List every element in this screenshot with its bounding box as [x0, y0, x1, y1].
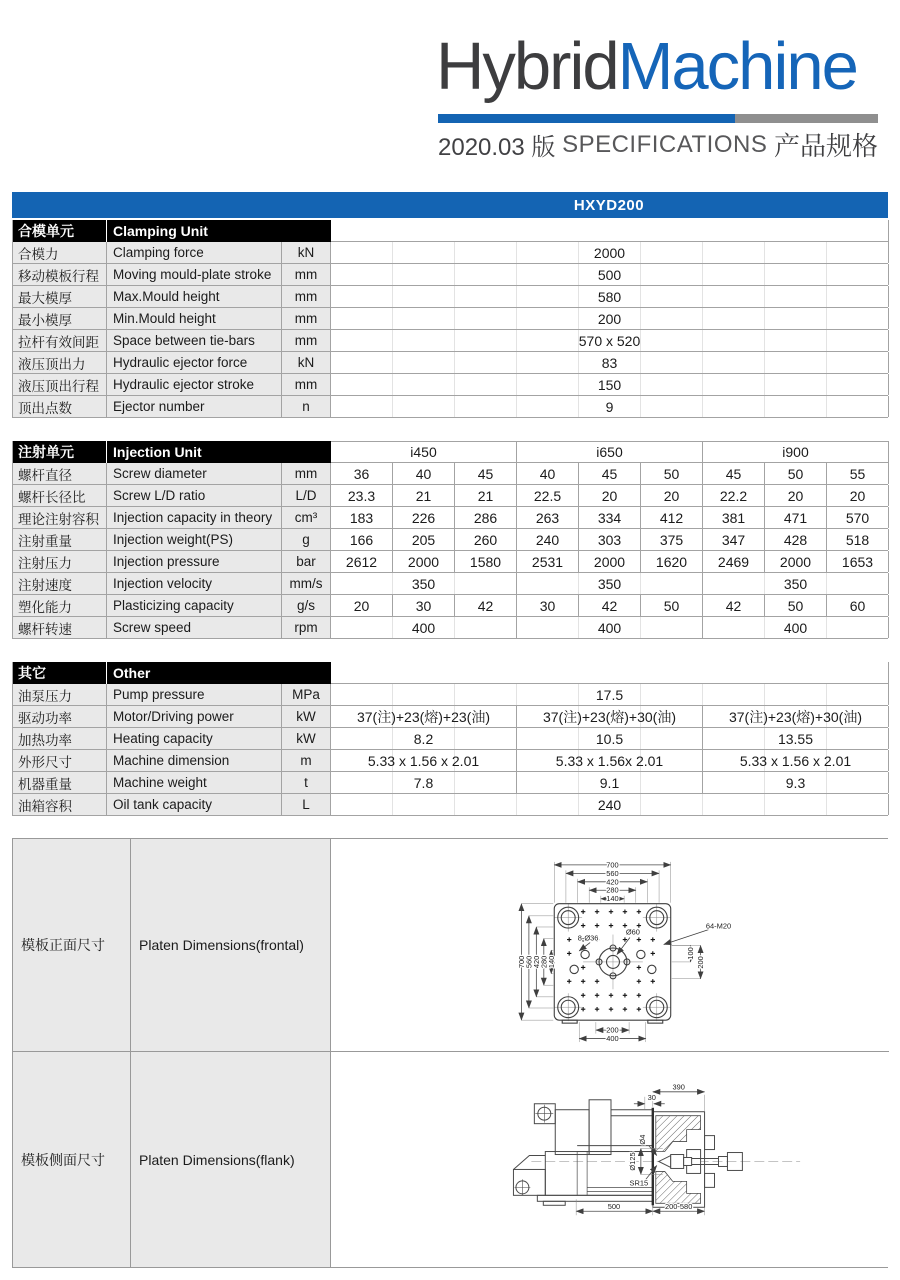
dim-label: 280: [606, 885, 619, 895]
dim-label: 700: [516, 955, 526, 968]
spec-value: 400: [703, 617, 889, 638]
spec-table: [12, 220, 888, 418]
spec-row: [13, 330, 888, 352]
dim-label: 500: [607, 1201, 621, 1211]
row-label-cn: 油泵压力: [13, 684, 107, 705]
spec-value: 9: [331, 396, 889, 417]
dim-label: Ø4: [637, 1134, 647, 1145]
spec-value: 55: [827, 463, 889, 484]
spec-value: 2000: [765, 551, 827, 572]
spec-value: 381: [703, 507, 765, 528]
row-unit: kN: [282, 352, 331, 373]
row-label-cn: 注射压力: [13, 551, 107, 572]
spec-value: 580: [331, 286, 889, 307]
row-unit: kW: [282, 706, 331, 727]
spec-value: 500: [331, 264, 889, 285]
row-unit: g: [282, 529, 331, 550]
spec-value: 45: [455, 463, 517, 484]
spec-value: 83: [331, 352, 889, 373]
row-unit: rpm: [282, 617, 331, 638]
row-label-cn: 移动模板行程: [13, 264, 107, 285]
spec-value: 166: [331, 529, 393, 550]
row-label-en: Oil tank capacity: [107, 794, 282, 815]
spec-value: 347: [703, 529, 765, 550]
row-unit: cm³: [282, 507, 331, 528]
spec-table: [12, 662, 888, 816]
dim-label: 280: [539, 955, 549, 968]
row-label-en: Motor/Driving power: [107, 706, 282, 727]
spec-value: 570: [827, 507, 889, 528]
spec-row: [13, 308, 888, 330]
spec-value: 150: [331, 374, 889, 395]
spec-value: 17.5: [331, 684, 889, 705]
dim-label: 140: [546, 955, 556, 968]
platen-flank-diagram-cell: [331, 1052, 889, 1267]
spec-value: 20: [827, 485, 889, 506]
spec-value: 42: [703, 595, 765, 616]
row-label-cn: 塑化能力: [13, 595, 107, 616]
spec-value: 50: [765, 595, 827, 616]
section-title-cn: 其它: [13, 662, 107, 684]
row-label-en: Machine dimension: [107, 750, 282, 771]
spec-row: [13, 794, 888, 816]
row-label-cn: 液压顶出力: [13, 352, 107, 373]
spec-value: 183: [331, 507, 393, 528]
row-unit: g/s: [282, 595, 331, 616]
row-label-en: Ejector number: [107, 396, 282, 417]
spec-row: [13, 264, 888, 286]
spec-value: 205: [393, 529, 455, 550]
dim-label: Ø125: [627, 1152, 637, 1171]
row-label-cn: 机器重量: [13, 772, 107, 793]
row-label-cn: 加热功率: [13, 728, 107, 749]
injection-series-header: i650: [517, 441, 703, 463]
spec-value: 37(注)+23(熔)+30(油): [517, 706, 703, 727]
row-label-cn: 驱动功率: [13, 706, 107, 727]
spec-value: 1653: [827, 551, 889, 572]
platen-flank-label-cn: 模板侧面尺寸: [13, 1052, 131, 1267]
spec-value: 42: [455, 595, 517, 616]
spec-value: 518: [827, 529, 889, 550]
spec-value: 350: [703, 573, 889, 594]
spec-value: 350: [331, 573, 517, 594]
row-unit: MPa: [282, 684, 331, 705]
row-label-en: Heating capacity: [107, 728, 282, 749]
spec-value: 260: [455, 529, 517, 550]
spec-row: [13, 573, 888, 595]
hole-note-label: 8-Ø36: [577, 933, 599, 943]
dim-label: 700: [606, 859, 619, 869]
spec-value: 400: [517, 617, 703, 638]
logo-text-secondary: Machine: [617, 29, 857, 104]
row-label-cn: 最大模厚: [13, 286, 107, 307]
row-label-cn: 拉杆有效间距: [13, 330, 107, 351]
row-label-cn: 外形尺寸: [13, 750, 107, 771]
spec-row: [13, 595, 888, 617]
spec-value: 20: [641, 485, 703, 506]
spec-value: 5.33 x 1.56 x 2.01: [331, 750, 517, 771]
spec-value: 13.55: [703, 728, 889, 749]
row-unit: mm: [282, 374, 331, 395]
row-label-en: Injection capacity in theory: [107, 507, 282, 528]
row-label-en: Injection velocity: [107, 573, 282, 594]
spec-row: [13, 374, 888, 396]
row-label-en: Moving mould-plate stroke: [107, 264, 282, 285]
spec-value: 200: [331, 308, 889, 329]
row-label-en: Screw diameter: [107, 463, 282, 484]
spec-value: 2000: [331, 242, 889, 263]
row-unit: mm: [282, 330, 331, 351]
row-label-en: Min.Mould height: [107, 308, 282, 329]
spec-row: [13, 396, 888, 418]
section-title-cn: 合模单元: [13, 220, 107, 242]
flank-platen-diagram: [331, 1052, 889, 1267]
spec-value: 2000: [579, 551, 641, 572]
spec-value: 37(注)+23(熔)+30(油): [703, 706, 889, 727]
row-label-cn: 注射速度: [13, 573, 107, 594]
dim-label: 420: [531, 955, 541, 968]
spec-value: 36: [331, 463, 393, 484]
spec-value: 5.33 x 1.56x 2.01: [517, 750, 703, 771]
row-unit: m: [282, 750, 331, 771]
dim-label: 560: [524, 955, 534, 968]
spec-row: [13, 684, 888, 706]
platen-flank-label-en: Platen Dimensions(flank): [131, 1052, 331, 1267]
section-spacer: [331, 662, 889, 684]
section-header-row: [13, 441, 888, 463]
specification-tables: [12, 192, 888, 816]
spec-value: 350: [517, 573, 703, 594]
machine-side-profile: [513, 1100, 800, 1208]
spec-value: 30: [393, 595, 455, 616]
row-label-cn: 合模力: [13, 242, 107, 263]
row-label-en: Hydraulic ejector stroke: [107, 374, 282, 395]
spec-value: 9.3: [703, 772, 889, 793]
spec-value: 60: [827, 595, 889, 616]
platen-frontal-label-cn: 模板正面尺寸: [13, 839, 131, 1052]
dim-label: 30: [647, 1092, 656, 1102]
dim-label: 200-580: [665, 1201, 693, 1211]
spec-row: [13, 617, 888, 639]
bolt-hole-grid: [567, 909, 655, 1011]
spec-value: 7.8: [331, 772, 517, 793]
hole-note-label: 64-M20: [705, 921, 732, 931]
spec-value: 2612: [331, 551, 393, 572]
spec-value: 45: [703, 463, 765, 484]
row-unit: L: [282, 794, 331, 815]
spec-value: 23.3: [331, 485, 393, 506]
spec-value: 9.1: [517, 772, 703, 793]
spec-value: 40: [517, 463, 579, 484]
row-label-cn: 理论注射容积: [13, 507, 107, 528]
row-unit: mm/s: [282, 573, 331, 594]
row-label-cn: 液压顶出行程: [13, 374, 107, 395]
spec-row: [13, 551, 888, 573]
spec-value: 20: [579, 485, 641, 506]
spec-row: [13, 352, 888, 374]
row-unit: mm: [282, 463, 331, 484]
row-label-en: Machine weight: [107, 772, 282, 793]
spec-row: [13, 750, 888, 772]
spec-value: 30: [517, 595, 579, 616]
dim-label: 560: [606, 868, 619, 878]
spec-value: 286: [455, 507, 517, 528]
section-title-en: Injection Unit: [107, 441, 331, 463]
platen-frontal-label-en: Platen Dimensions(frontal): [131, 839, 331, 1052]
spec-row: [13, 286, 888, 308]
dim-label: 200: [696, 955, 706, 969]
spec-value: 22.2: [703, 485, 765, 506]
row-label-en: Hydraulic ejector force: [107, 352, 282, 373]
spec-value: 50: [641, 463, 703, 484]
hole-note-label: Ø60: [625, 927, 640, 937]
spec-value: 240: [517, 529, 579, 550]
row-unit: mm: [282, 264, 331, 285]
model-header-row: [12, 192, 888, 218]
row-label-en: Screw L/D ratio: [107, 485, 282, 506]
section-spacer: [331, 220, 889, 242]
spec-value: 50: [641, 595, 703, 616]
section-header-row: [13, 662, 888, 684]
spec-value: 21: [455, 485, 517, 506]
spec-value: 20: [765, 485, 827, 506]
dim-label: 200: [606, 1025, 619, 1035]
underline-gray-segment: [735, 114, 878, 123]
spec-value: 42: [579, 595, 641, 616]
row-label-cn: 顶出点数: [13, 396, 107, 417]
spec-row: [13, 529, 888, 551]
spec-row: [13, 706, 888, 728]
spec-value: 40: [393, 463, 455, 484]
spec-row: [13, 485, 888, 507]
spec-value: 2000: [393, 551, 455, 572]
injection-series-header: i900: [703, 441, 889, 463]
row-label-cn: 注射重量: [13, 529, 107, 550]
spec-value: 22.5: [517, 485, 579, 506]
row-label-en: Clamping force: [107, 242, 282, 263]
spec-row: [13, 507, 888, 529]
row-label-cn: 螺杆直径: [13, 463, 107, 484]
row-label-cn: 螺杆转速: [13, 617, 107, 638]
spec-value: 45: [579, 463, 641, 484]
spec-value: 5.33 x 1.56 x 2.01: [703, 750, 889, 771]
row-label-cn: 螺杆长径比: [13, 485, 107, 506]
dim-label: SR15: [629, 1178, 649, 1188]
row-label-en: Max.Mould height: [107, 286, 282, 307]
spec-value: 334: [579, 507, 641, 528]
section-title-en: Clamping Unit: [107, 220, 331, 242]
dim-label: 390: [672, 1082, 685, 1092]
spec-value: 2531: [517, 551, 579, 572]
spec-row: [13, 463, 888, 485]
spec-value: 375: [641, 529, 703, 550]
spec-table: [12, 441, 888, 639]
spec-value: 2469: [703, 551, 765, 572]
spec-value: 471: [765, 507, 827, 528]
row-unit: t: [282, 772, 331, 793]
spec-value: 263: [517, 507, 579, 528]
row-unit: bar: [282, 551, 331, 572]
dim-label: 420: [606, 876, 619, 886]
model-name: HXYD200: [573, 196, 645, 214]
row-label-cn: 油箱容积: [13, 794, 107, 815]
spec-value: 50: [765, 463, 827, 484]
dim-label: 400: [606, 1033, 619, 1043]
header-subtitle-row: [438, 126, 878, 163]
injection-series-header: i450: [331, 441, 517, 463]
logo-text-primary: Hybrid: [436, 29, 618, 104]
spec-value: 20: [331, 595, 393, 616]
spec-row: [13, 772, 888, 794]
spec-value: 412: [641, 507, 703, 528]
row-label-en: Space between tie-bars: [107, 330, 282, 351]
spec-value: 1580: [455, 551, 517, 572]
dim-label: 140: [606, 893, 619, 903]
spec-value: 21: [393, 485, 455, 506]
platen-frontal-diagram-cell: [331, 839, 889, 1052]
spec-value: 400: [331, 617, 517, 638]
row-label-en: Injection weight(PS): [107, 529, 282, 550]
specifications-label: SPECIFICATIONS: [562, 130, 768, 158]
row-label-cn: 最小模厚: [13, 308, 107, 329]
spec-value: 428: [765, 529, 827, 550]
dim-label: 100: [686, 946, 696, 960]
spec-value: 8.2: [331, 728, 517, 749]
row-label-en: Pump pressure: [107, 684, 282, 705]
row-label-en: Plasticizing capacity: [107, 595, 282, 616]
row-unit: mm: [282, 308, 331, 329]
logo-underline: [438, 114, 878, 123]
row-label-en: Screw speed: [107, 617, 282, 638]
section-title-cn: 注射单元: [13, 441, 107, 463]
row-unit: mm: [282, 286, 331, 307]
section-title-en: Other: [107, 662, 331, 684]
spec-value: 37(注)+23(熔)+23(油): [331, 706, 517, 727]
spec-row: [13, 242, 888, 264]
spec-value: 240: [331, 794, 889, 815]
version-label: 2020.03 版: [438, 134, 556, 161]
spec-value: 303: [579, 529, 641, 550]
spec-value: 1620: [641, 551, 703, 572]
row-unit: kN: [282, 242, 331, 263]
platen-dimensions-block: [12, 838, 888, 1268]
spec-value: 10.5: [517, 728, 703, 749]
row-unit: kW: [282, 728, 331, 749]
underline-blue-segment: [438, 114, 735, 123]
row-label-en: Injection pressure: [107, 551, 282, 572]
spec-row: [13, 728, 888, 750]
section-header-row: [13, 220, 888, 242]
frontal-platen-diagram: [331, 839, 889, 1052]
spec-value: 226: [393, 507, 455, 528]
spec-value: 570 x 520: [331, 330, 889, 351]
brand-logo: [436, 30, 857, 104]
row-unit: L/D: [282, 485, 331, 506]
specifications-label-cn: 产品规格: [773, 131, 878, 161]
platen-plate-outline: [554, 903, 670, 1022]
row-unit: n: [282, 396, 331, 417]
